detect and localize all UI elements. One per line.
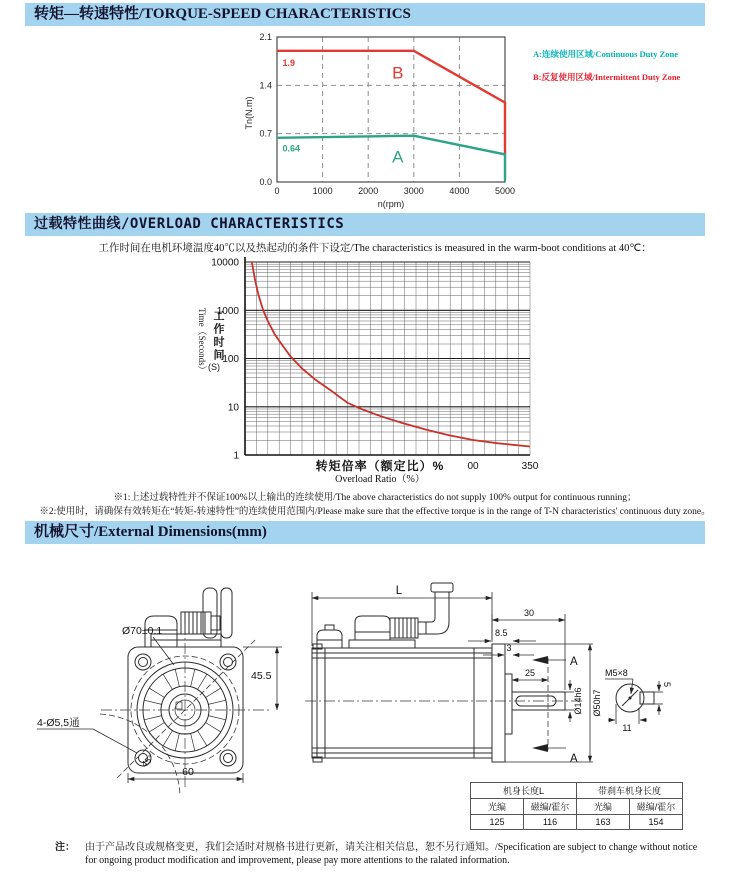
svg-text:1.4: 1.4 (259, 80, 272, 91)
torque-speed-legend (533, 48, 743, 94)
section-label-bottom: A (570, 753, 578, 765)
svg-text:A: A (392, 147, 404, 167)
svg-text:10000: 10000 (211, 257, 239, 269)
table-value: 116 (524, 815, 577, 830)
key-length-label: 25 (524, 668, 536, 678)
svg-text:0.7: 0.7 (259, 128, 272, 139)
svg-text:5000: 5000 (494, 186, 516, 196)
svg-text:1.9: 1.9 (282, 58, 295, 68)
connector-side (317, 583, 453, 648)
svg-text:00: 00 (467, 461, 479, 472)
svg-text:350: 350 (521, 461, 539, 472)
svg-text:3000: 3000 (403, 186, 424, 196)
svg-text:0.64: 0.64 (282, 143, 301, 154)
dim-30-label: 30 (523, 608, 535, 618)
spigot-diameter-label: Ø50h7 (592, 689, 602, 717)
pilot-diameter-label: Ø70±0.1 (122, 625, 163, 637)
svg-text:4000: 4000 (449, 186, 470, 196)
key-width-label: 5 (662, 682, 672, 688)
sub-header: 光编 (471, 799, 524, 815)
footnote-1: ※1:上述过载特性并不保证100%以上输出的连续使用/The above characteristics do not supply 100% output for continuous running； (113, 493, 637, 503)
overload-y-axis-label-cn: 工作时间 (212, 310, 224, 362)
mount-holes-label: 4-Ø5,5通 (37, 717, 80, 729)
note-line-2: for ongoing product modification and improvement, please pay more attentions to the ralated information. (85, 855, 510, 866)
body-length-label: L (395, 585, 403, 597)
table-row (471, 815, 683, 830)
dimension-drawings (25, 552, 725, 794)
overload-chart (165, 252, 555, 488)
note-label: 注： (55, 842, 75, 853)
overload-condition-note: 工作时间在电机环境温度40℃以及热起动的条件下设定/The characteristics is measured in the warm-boot conditions at 40℃： (98, 243, 652, 254)
table-value: 154 (630, 815, 683, 830)
svg-text:1000: 1000 (216, 305, 239, 317)
group-header-brake-length: 带刹车机身长度 (577, 783, 683, 799)
svg-text:Overload Ratio（%）: Overload Ratio（%） (335, 474, 425, 485)
sub-header: 磁编/霍尔 (524, 799, 577, 815)
bottom-note (55, 838, 715, 868)
legend-intermittent-duty-zone: B:反复使用区域/Intermittent Duty Zone (533, 72, 681, 82)
legend-continuous-duty-zone: A:连续使用区域/Continuous Duty Zone (533, 49, 678, 59)
section-arrow-top (532, 656, 548, 664)
svg-text:2.1: 2.1 (259, 32, 272, 42)
side-view-drawing (305, 583, 602, 765)
body-length-table (470, 782, 683, 830)
svg-text:0: 0 (274, 186, 280, 196)
table-value: 163 (577, 815, 630, 830)
section-label-top: A (570, 656, 578, 668)
section-arrow-bottom (532, 744, 548, 752)
dim-8-5-label: 8.5 (495, 628, 508, 638)
footnote-2: ※2:使用时，请确保有效转矩在“转矩-转速特性”的连续使用范围内/Please make sure that the effective torque is in the range of T-N characteristics' continuous duty zone。 (39, 507, 711, 517)
table-row (471, 783, 683, 799)
keyway-block (640, 692, 654, 704)
svg-text:2000: 2000 (358, 186, 379, 196)
sub-header: 磁编/霍尔 (630, 799, 683, 815)
svg-text:1: 1 (233, 450, 239, 462)
overload-y-axis-unit: (S) (208, 362, 220, 372)
section-header-overload: 过载特性曲线/OVERLOAD CHARACTERISTICS (25, 213, 705, 236)
section-header-torque-speed: 转矩—转速特性/TORQUE-SPEED CHARACTERISTICS (25, 3, 705, 26)
shaft-section-drawing (605, 668, 672, 733)
corner-angle-label: 45° (139, 752, 157, 770)
flange-height-label: 45.5 (251, 670, 272, 682)
svg-text:1000: 1000 (312, 186, 333, 196)
motor-body (312, 644, 565, 762)
svg-text:Tn(N.m): Tn(N.m) (244, 96, 254, 130)
note-line-1: 由于产品改良或规格变更，我们会适时对规格书进行更新，请关注相关信息，恕不另行通知。/Specification are subject to change without notice (85, 842, 698, 853)
torque-speed-chart (240, 28, 520, 212)
sub-header: 光编 (577, 799, 630, 815)
flange-width-label: 60 (182, 766, 194, 778)
svg-text:10: 10 (227, 402, 239, 414)
tap-label: M5×8 (605, 668, 628, 678)
table-value: 125 (471, 815, 524, 830)
svg-text:0.0: 0.0 (259, 177, 272, 187)
shaft-diameter-label: Ø14h6 (573, 687, 583, 715)
side-dimensions (468, 608, 602, 765)
svg-text:n(rpm): n(rpm) (377, 199, 405, 209)
table-row (471, 799, 683, 815)
key-flat-label: 11 (622, 723, 632, 733)
svg-text:转矩倍率（额定比）%: 转矩倍率（额定比）% (315, 459, 445, 473)
svg-text:100: 100 (222, 354, 239, 365)
dim-3-label: 3 (506, 643, 512, 653)
front-view-drawing (37, 588, 282, 794)
svg-text:B: B (392, 63, 404, 83)
group-header-length: 机身长度L (471, 783, 577, 799)
overload-y-axis-label-en: Time（Seconds） (197, 308, 207, 375)
section-header-dimensions: 机械尺寸/External Dimensions(mm) (25, 521, 705, 544)
